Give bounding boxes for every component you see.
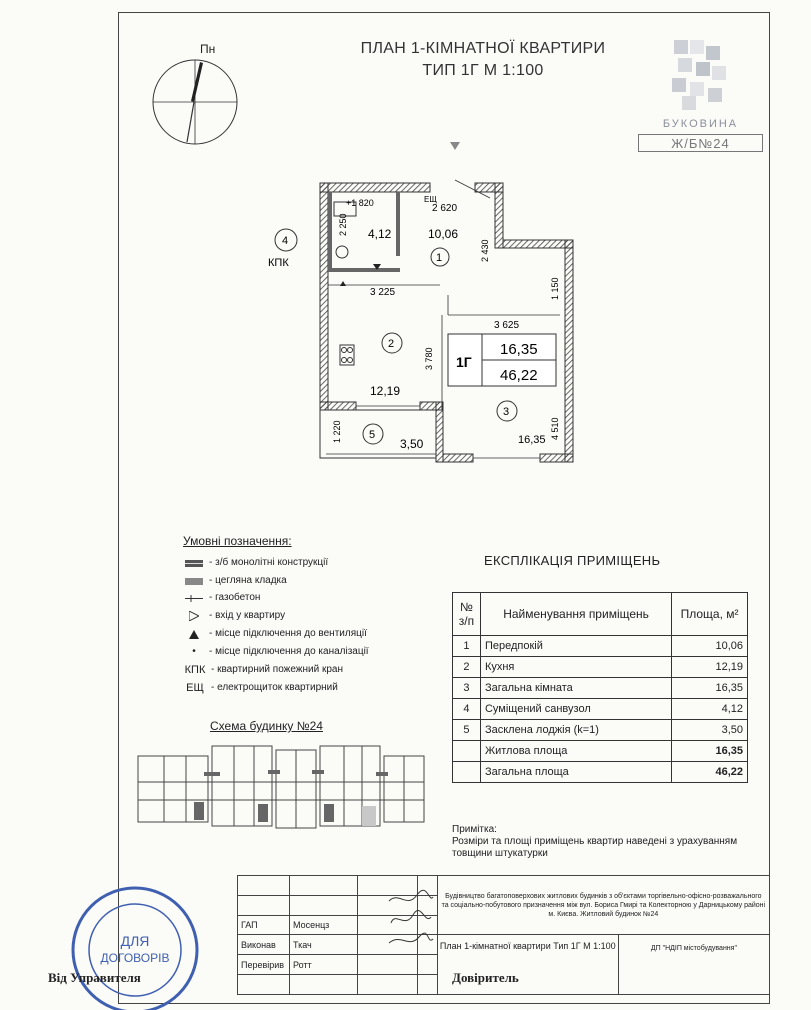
legend-text: - місце підключення до каналізації <box>209 646 369 657</box>
person-name: Ротт <box>289 955 357 975</box>
brand-code: Ж/Б№24 <box>638 134 763 152</box>
row-num: 5 <box>453 720 481 741</box>
role: Виконав <box>238 935 290 955</box>
legend-text: - газобетон <box>209 592 261 603</box>
plan-title <box>318 38 648 82</box>
dim-3225: 3 225 <box>370 287 396 298</box>
plan-title-line2: ТИП 1Г М 1:100 <box>422 62 544 79</box>
row-area: 10,06 <box>672 636 748 657</box>
legend-row-sewer <box>183 646 369 658</box>
dim-3625: 3 625 <box>494 320 520 331</box>
footer-right-label: Довіритель <box>452 970 519 985</box>
room-area-4: 4,12 <box>368 227 392 241</box>
dim-1220: 1 220 <box>332 420 342 443</box>
gasconcrete-line-icon <box>183 593 205 603</box>
room-area-2: 12,19 <box>370 384 401 398</box>
legend-row-entry <box>183 610 285 622</box>
legend-text: - місце підключення до вентиляції <box>209 628 367 639</box>
legend-row-brick <box>183 575 287 587</box>
note-block <box>452 824 752 860</box>
esch-label: ЕЩ <box>424 195 437 204</box>
brand-name: БУКОВИНА <box>662 118 739 130</box>
vent-triangle-icon <box>340 281 346 286</box>
dim-2620: 2 620 <box>432 203 458 214</box>
legend-text: - цегляна кладка <box>209 575 287 586</box>
wall-room-bottom-right <box>540 454 573 462</box>
plan-title-line1: ПЛАН 1-КІМНАТНОЇ КВАРТИРИ <box>360 40 606 57</box>
row-name: Кухня <box>480 657 671 678</box>
brick-hatch-icon <box>183 576 205 586</box>
wall-loggia-right <box>436 402 443 462</box>
wall-right-upper <box>495 183 503 248</box>
role: ГАП <box>238 915 290 935</box>
room-num-3: 3 <box>503 406 510 418</box>
room-area-5: 3,50 <box>400 437 424 451</box>
room-num-1: 1 <box>436 252 443 264</box>
row-num: 2 <box>453 657 481 678</box>
sewer-dot-icon: • <box>192 646 196 657</box>
living-area-row <box>453 741 748 762</box>
room-num-5: 5 <box>369 429 376 441</box>
vent-triangle-icon <box>183 629 205 639</box>
table-header <box>453 593 748 636</box>
room-num-2: 2 <box>388 338 395 350</box>
dim-2250: 2 250 <box>338 213 348 236</box>
wall-room-bottom-left <box>443 454 473 462</box>
person-name: Мосенцз <box>289 915 357 935</box>
explication-table <box>452 592 748 783</box>
row-num: 3 <box>453 678 481 699</box>
floor-plan <box>260 140 600 470</box>
legend-symbol: КПК <box>184 664 206 676</box>
explication-title: ЕКСПЛІКАЦІЯ ПРИМІЩЕНЬ <box>484 553 661 568</box>
organization: ДП "НДІП містобудування" <box>650 945 737 953</box>
kpk-label: КПК <box>268 257 289 269</box>
type-box-living: 16,35 <box>500 341 538 358</box>
room-area-1: 10,06 <box>428 227 459 241</box>
entry-triangle-icon <box>183 611 205 621</box>
row-area: 4,12 <box>672 699 748 720</box>
total-area-value: 46,22 <box>672 762 748 783</box>
legend-text: - з/б монолітні конструкції <box>209 557 329 568</box>
table-row <box>453 636 748 657</box>
legend-text: - електрощиток квартирний <box>211 682 338 693</box>
legend-row-esch <box>183 682 338 694</box>
stamp-text-line2: ДОГОВОРІВ <box>100 951 170 965</box>
row-area: 16,35 <box>672 678 748 699</box>
project-description: Будівництво багатоповерхових житлових будинків з об'єктами торгівельно-офісно-розважального та соціально-побутового призначення між вул. Бориса Гмирі та Колекторною у Дарницькому районі м. Києва. Житловий будинок №24 <box>437 876 769 935</box>
header-area: Площа, м² <box>672 593 748 636</box>
stamp-text-line1: ДЛЯ <box>120 933 150 949</box>
dim-1150: 1 150 <box>550 277 560 300</box>
north-label: Пн <box>200 42 216 56</box>
signatures-icon <box>385 889 435 951</box>
wall-right <box>565 240 573 462</box>
note-title: Примітка: <box>452 824 497 835</box>
legend-title: Умовні позначення: <box>183 534 292 548</box>
note-text: Розміри та площі приміщень квартир наведені з урахуванням товщини штукатурки <box>452 836 738 859</box>
total-area-label: Загальна площа <box>480 762 671 783</box>
dim-1820: +1 820 <box>346 198 374 208</box>
toilet-icon <box>336 246 348 258</box>
legend-row-monolith <box>183 557 328 569</box>
row-num: 1 <box>453 636 481 657</box>
brand-logo-icon <box>668 36 734 112</box>
entry-triangle-icon <box>450 142 460 150</box>
living-area-value: 16,35 <box>672 741 748 762</box>
row-area: 3,50 <box>672 720 748 741</box>
header-name: Найменування приміщень <box>480 593 671 636</box>
room-area-3: 16,35 <box>518 434 546 446</box>
legend-row-vent <box>183 628 367 640</box>
header-num: № з/п <box>453 593 481 636</box>
sheet-title: План 1-кімнатної квартири Тип 1Г М 1:100 <box>438 935 619 994</box>
row-name: Суміщений санвузол <box>480 699 671 720</box>
table-row <box>453 678 748 699</box>
total-area-row <box>453 762 748 783</box>
legend-symbol: ЕЩ <box>186 682 204 694</box>
table-row <box>453 720 748 741</box>
person-name: Ткач <box>289 935 357 955</box>
footer-left-label: Від Управителя <box>48 970 141 985</box>
scheme-title: Схема будинку №24 <box>210 719 323 733</box>
table-row <box>453 657 748 678</box>
dim-3780: 3 780 <box>424 347 434 370</box>
type-box-total: 46,22 <box>500 367 538 384</box>
compass-icon <box>150 58 240 148</box>
legend-text: - квартирний пожежний кран <box>211 664 343 675</box>
row-area: 12,19 <box>672 657 748 678</box>
row-name: Загальна кімната <box>480 678 671 699</box>
living-area-label: Житлова площа <box>480 741 671 762</box>
round-stamp-icon <box>60 880 210 1010</box>
signature <box>357 955 417 975</box>
brand-block <box>638 36 763 154</box>
table-row <box>453 699 748 720</box>
dim-2430: 2 430 <box>480 239 490 262</box>
role: Перевірив <box>238 955 290 975</box>
type-label: 1Г <box>456 354 472 370</box>
monolith-hatch-icon <box>183 558 205 568</box>
wall-top-left <box>320 183 430 192</box>
dim-4510: 4 510 <box>550 417 560 440</box>
wall-step <box>503 240 573 248</box>
row-name: Засклена лоджія (k=1) <box>480 720 671 741</box>
building-scheme <box>134 742 430 838</box>
row-num: 4 <box>453 699 481 720</box>
apartment-highlight <box>362 806 376 826</box>
row-name: Передпокій <box>480 636 671 657</box>
wall-kitchen-bottom-left <box>320 402 356 410</box>
legend-text: - вхід у квартиру <box>209 610 286 621</box>
room-num-4: 4 <box>282 235 289 247</box>
legend-row-kpk <box>183 664 343 676</box>
legend-row-gasconcrete <box>183 592 260 604</box>
wall-left <box>320 183 328 410</box>
